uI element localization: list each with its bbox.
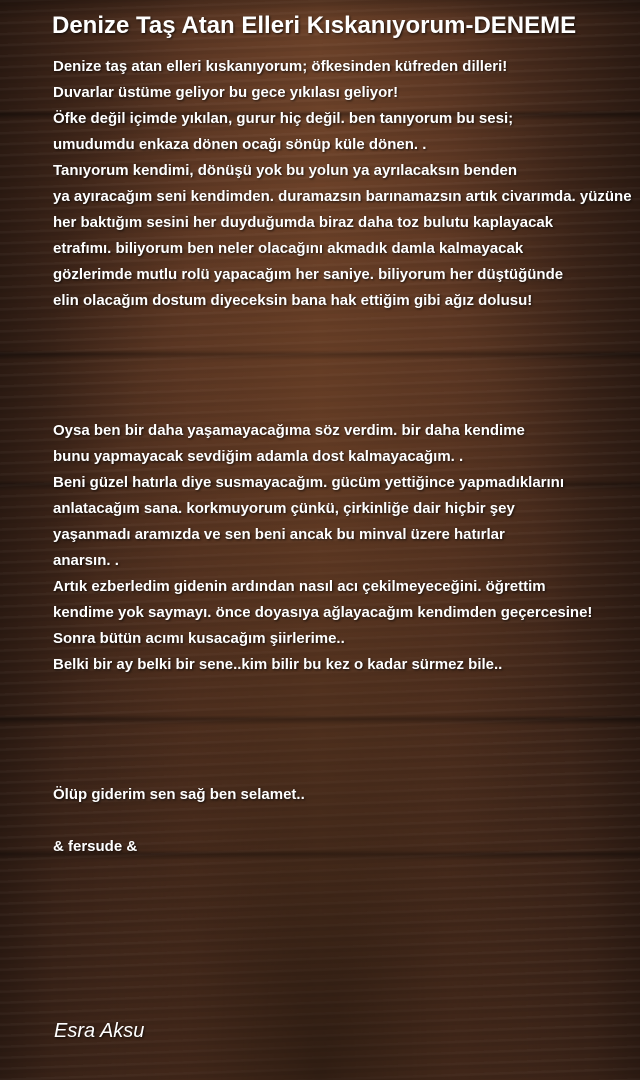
blank-line — [53, 730, 640, 756]
blank-line — [53, 704, 640, 730]
poem-line: bunu yapmayacak sevdiğim adamla dost kalmayacağım. . — [53, 448, 464, 465]
poem-line: Belki bir ay belki bir sene..kim bilir bu kez o kadar sürmez bile.. — [53, 656, 503, 673]
poem-body — [53, 54, 640, 860]
poem-line: Sonra bütün acımı kusacağım şiirlerime.. — [53, 630, 345, 647]
poem-line: Duvarlar üstüme geliyor bu gece yıkılası geliyor! — [53, 84, 399, 101]
blank-line — [53, 756, 640, 782]
blank-line — [53, 808, 640, 834]
poem-signature-line: & fersude & — [53, 838, 138, 855]
poem-line: anlatacağım sana. korkmuyorum çünkü, çirkinliğe dair hiçbir şey — [53, 500, 515, 517]
poem-line: ya ayıracağım seni kendimden. duramazsın barınamazsın artık civarımda. yüzüne — [53, 188, 632, 205]
poem-line: Beni güzel hatırla diye susmayacağım. gücüm yettiğince yapmadıklarını — [53, 474, 565, 491]
poem-title: Denize Taş Atan Elleri Kıskanıyorum-DENEME — [52, 12, 577, 39]
poem-line: Tanıyorum kendimi, dönüşü yok bu yolun ya ayrılacaksın benden — [53, 162, 517, 179]
blank-line — [53, 314, 640, 340]
blank-line — [53, 366, 640, 392]
poem-line: Öfke değil içimde yıkılan, gurur hiç değil. ben tanıyorum bu sesi; — [53, 110, 514, 127]
poem-line: anarsın. . — [53, 552, 119, 569]
poem-line: gözlerimde mutlu rolü yapacağım her saniye. biliyorum her düştüğünde — [53, 266, 564, 283]
poem-line: etrafımı. biliyorum ben neler olacağını akmadık damla kalmayacak — [53, 240, 524, 257]
poem-line: yaşanmadı aramızda ve sen beni ancak bu minval üzere hatırlar — [53, 526, 505, 543]
poem-line: Ölüp giderim sen sağ ben selamet.. — [53, 786, 305, 803]
poem-line: kendime yok saymayı. önce doyasıya ağlayacağım kendimden geçercesine! — [53, 604, 593, 621]
poem-line: Oysa ben bir daha yaşamayacağıma söz verdim. bir daha kendime — [53, 422, 525, 439]
poem-line: Denize taş atan elleri kıskanıyorum; öfkesinden küfreden dilleri! — [53, 58, 508, 75]
blank-line — [53, 678, 640, 704]
poem-line: elin olacağım dostum diyeceksin bana hak ettiğim gibi ağız dolusu! — [53, 292, 533, 309]
poem-line: her baktığım sesini her duyduğumda biraz daha toz bulutu kaplayacak — [53, 214, 554, 231]
blank-line — [53, 340, 640, 366]
author-name: Esra Aksu — [54, 1020, 145, 1042]
blank-line — [53, 392, 640, 418]
poem-line: umudumdu enkaza dönen ocağı sönüp küle dönen. . — [53, 136, 427, 153]
poem-line: Artık ezberledim gidenin ardından nasıl acı çekilmeyeceğini. öğrettim — [53, 578, 546, 595]
